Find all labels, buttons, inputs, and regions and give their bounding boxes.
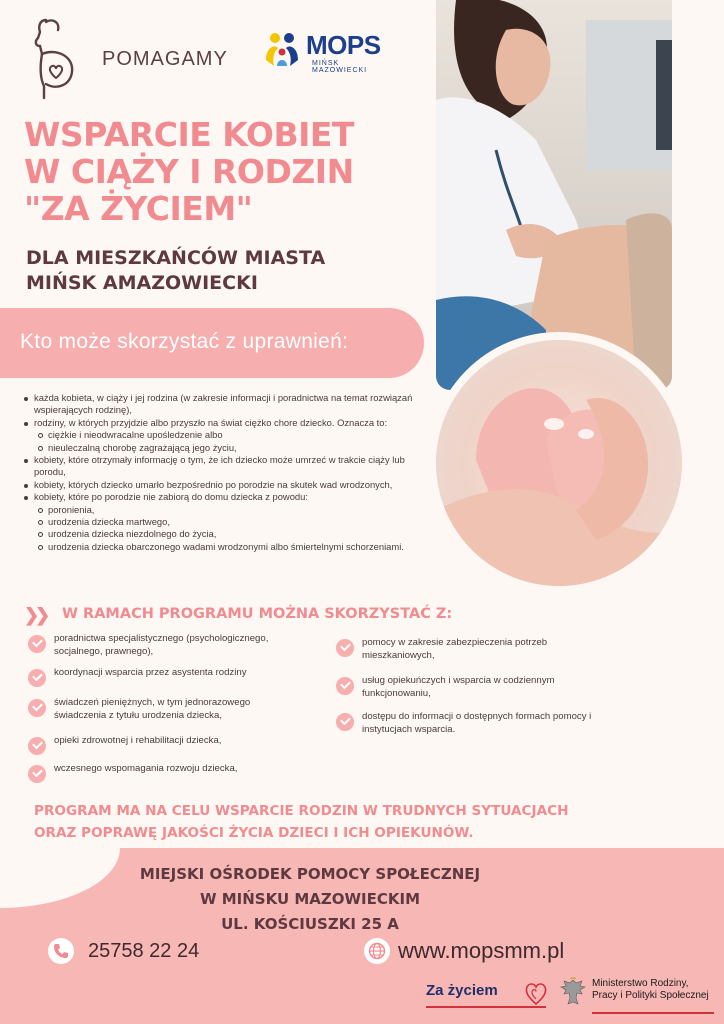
website-link[interactable]: www.mopsmm.pl [398,938,565,963]
page-title [24,116,424,227]
ministry-name [592,978,709,1002]
double-chevron-icon: ❯❯ [24,605,47,625]
mops-figures-icon [262,30,302,70]
mops-logo [262,28,392,72]
za-zyciem-underline [426,1006,546,1008]
sub-list-item: nieuleczalną chorobę zagrażającą jego życiu, [24,442,430,454]
sub-list-item: urodzenia dziecka obarczonego wadami wrodzonymi albo śmiertelnymi schorzeniami. [24,541,430,553]
check-icon [336,677,354,695]
title-line: WSPARCIE KOBIET [24,115,354,154]
baby-feet-photo [428,332,690,594]
za-zyciem-logo-text: Za życiem [426,982,498,999]
list-item: kobiety, które otrzymały informację o tym, że ich dziecko może umrzeć w trakcie ciąży lub porodu, [24,454,430,479]
check-icon [28,699,46,717]
check-icon [336,639,354,657]
page-subtitle [26,246,426,296]
check-icon [28,765,46,783]
pomagamy-label: POMAGAMY [102,48,228,70]
footer-address [0,862,620,937]
phone-number[interactable]: 25758 22 24 [88,940,200,962]
ministry-line: Ministerstwo Rodziny, [592,978,689,989]
ministry-underline [592,1012,714,1014]
list-item: kobiety, których dziecko umarło bezpośrednio po porodzie na skutek wad wrodzonych, [24,479,430,491]
pomagamy-logo-icon [32,16,76,100]
eligibility-banner-text: Kto może skorzystać z uprawnień: [20,330,349,353]
goal-line: PROGRAM MA NA CELU WSPARCIE RODZIN W TRUDNYCH SYTUACJACH [34,803,569,819]
mops-title: MOPS [306,30,381,60]
list-item: kobiety, które po porodzie nie zabiorą do domu dziecka z powodu: [24,491,430,503]
ministry-line: Pracy i Polityki Społecznej [592,990,709,1001]
program-heading-text: W RAMACH PROGRAMU MOŻNA SKORZYSTAĆ Z: [62,606,453,622]
check-icon [28,737,46,755]
eligibility-banner [0,308,424,378]
list-item: rodziny, w których przyjdzie albo przyszło na świat ciężko chore dziecko. Oznacza to: [24,417,430,429]
program-heading [24,604,504,626]
phone-icon [48,938,74,964]
title-line: W CIĄŻY I RODZIN [24,152,354,191]
sub-list-item: ciężkie i nieodwracalne upośledzenie albo [24,429,430,441]
globe-icon [364,938,390,964]
address-line: MIEJSKI OŚRODEK POMOCY SPOŁECZNEJ [139,865,481,883]
sub-list-item: poronienia, [24,504,430,516]
subtitle-line: DLA MIESZKAŃCÓW MIASTA [26,247,326,269]
eligibility-list [24,392,430,553]
program-goal [34,800,674,844]
mops-subtitle: MIŃSK MAZOWIECKI [312,60,368,74]
title-line: "ZA ŻYCIEM" [24,189,253,228]
check-icon [336,713,354,731]
address-line: UL. KOŚCIUSZKI 25 A [221,915,399,933]
check-icon [28,669,46,687]
polish-eagle-emblem-icon [558,976,588,1010]
list-item: każda kobieta, w ciąży i jej rodzina (w zakresie informacji i poradnictwa na temat rozwiązań wspierających rodzinę), [24,392,430,417]
goal-line: ORAZ POPRAWĘ JAKOŚCI ŻYCIA DZIECI I ICH OPIEKUNÓW. [34,825,474,841]
subtitle-line: MIŃSK AMAZOWIECKI [26,272,258,294]
check-icon [28,635,46,653]
heart-icon [524,980,548,1006]
sub-list-item: urodzenia dziecka martwego, [24,516,430,528]
address-line: W MIŃSKU MAZOWIECKIM [199,890,421,908]
sub-list-item: urodzenia dziecka niezdolnego do życia, [24,528,430,540]
